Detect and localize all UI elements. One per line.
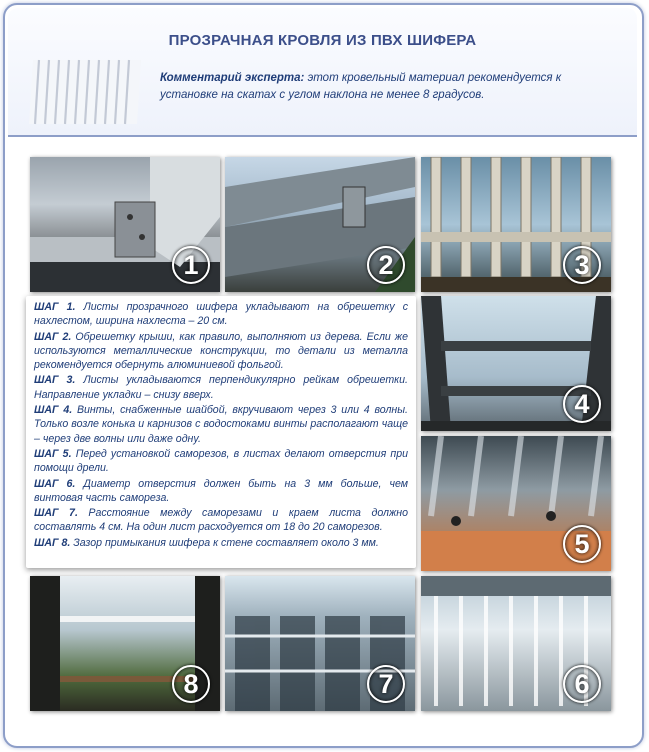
photo-number-3: 3 bbox=[563, 246, 601, 284]
step-1: ШАГ 1. Листы прозрачного шифера укладывают на обрешетку с нахлестом, ширина нахлеста – 20 см. bbox=[34, 301, 408, 328]
photo-6 bbox=[421, 576, 611, 711]
photo-8 bbox=[30, 576, 220, 711]
step-3: ШАГ 3. Листы укладываются перпендикулярно рейкам обрешетки. Направление укладки – снизу вверх. bbox=[34, 374, 408, 401]
step-7: ШАГ 7. Расстояние между саморезами и краем листа должно составлять 4 см. На один лист расходуется от 18 до 20 саморезов. bbox=[34, 507, 408, 534]
photo-number-4: 4 bbox=[563, 385, 601, 423]
photo-2 bbox=[225, 157, 415, 292]
photo-3 bbox=[421, 157, 611, 292]
photo-number-8: 8 bbox=[172, 665, 210, 703]
photo-4 bbox=[421, 296, 611, 431]
photo-number-6: 6 bbox=[563, 665, 601, 703]
expert-comment bbox=[160, 70, 615, 104]
step-8: ШАГ 8. Зазор примыкания шифера к стене составляет около 3 мм. bbox=[34, 536, 379, 549]
photo-number-7: 7 bbox=[367, 665, 405, 703]
step-4: ШАГ 4. Винты, снабженные шайбой, вкручивают через 3 или 4 волны. Только возле конька и карнизов с водостоками винты располагают чаще – через две волны или даже одну. bbox=[34, 404, 408, 445]
comment-label: Комментарий эксперта: bbox=[160, 72, 305, 84]
photo-number-2: 2 bbox=[367, 246, 405, 284]
photo-1 bbox=[30, 157, 220, 292]
photo-5 bbox=[421, 436, 611, 571]
comment-text: этот кровельный материал рекомендуется к установке на скатах с углом наклона не менее 8 градусов. bbox=[160, 72, 562, 101]
steps-panel bbox=[26, 296, 416, 568]
step-6: ШАГ 6. Диаметр отверстия должен быть на 3 мм больше, чем винтовая часть самореза. bbox=[34, 477, 408, 504]
slate-sheet-image bbox=[25, 56, 145, 126]
photo-number-5: 5 bbox=[563, 525, 601, 563]
page-title: ПРОЗРАЧНАЯ КРОВЛЯ ИЗ ПВХ ШИФЕРА bbox=[168, 32, 477, 49]
photo-number-1: 1 bbox=[172, 246, 210, 284]
step-5: ШАГ 5. Перед установкой саморезов, в листах делают отверстия при помощи дрели. bbox=[34, 447, 409, 475]
photo-7 bbox=[225, 576, 415, 711]
step-2: ШАГ 2. Обрешетку крыши, как правило, выполняют из дерева. Если же используются металлические конструкции, то детали из металла рекомендуется обернуть алюминиевой фольгой. bbox=[34, 330, 408, 372]
